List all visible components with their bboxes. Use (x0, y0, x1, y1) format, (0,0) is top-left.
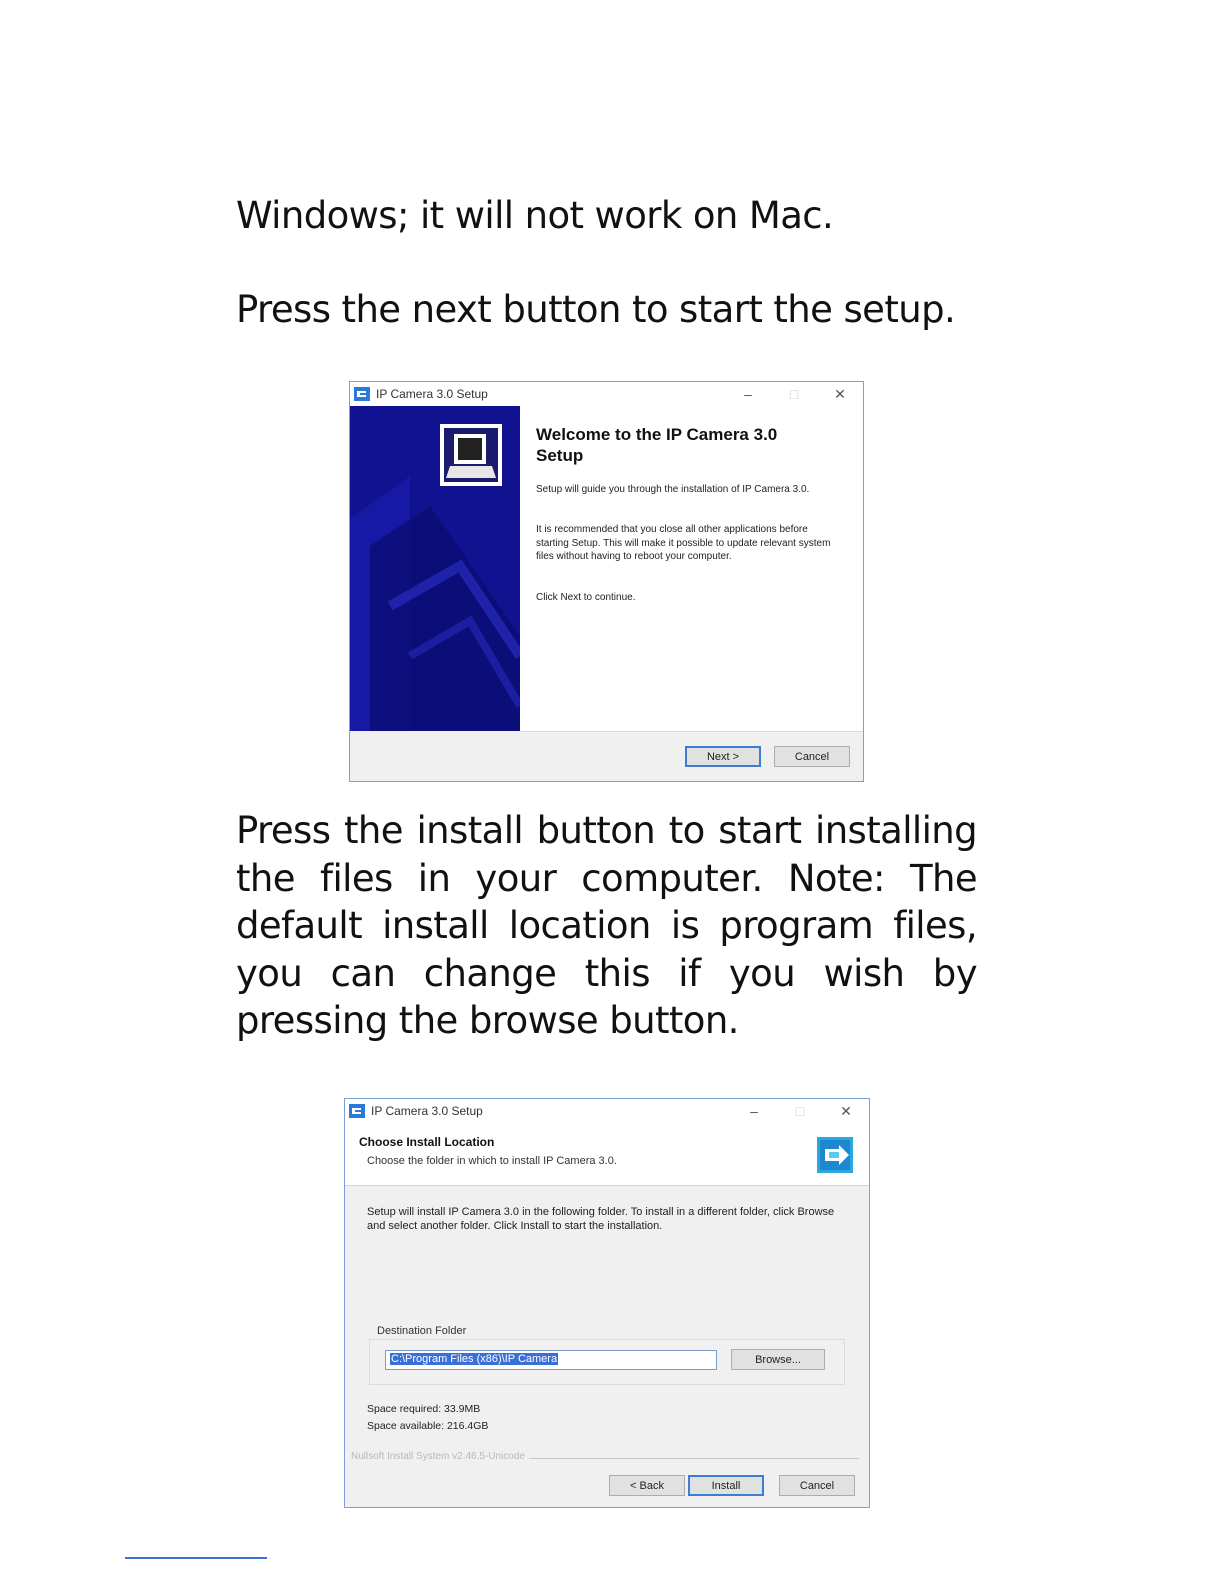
space-required: Space required: 33.9MB (367, 1403, 481, 1415)
install-description: Setup will install IP Camera 3.0 in the following folder. To install in a different folder, click Browse and select another folder. Click Install to start the installation. (367, 1206, 835, 1232)
cancel-button[interactable]: Cancel (774, 746, 850, 767)
paragraph-next-instruction: Press the next button to start the setup. (236, 288, 956, 331)
maximize-icon[interactable]: □ (789, 386, 799, 402)
header-subtitle: Choose the folder in which to install IP Camera 3.0. (367, 1155, 617, 1167)
installer-icon (817, 1137, 853, 1173)
maximize-icon[interactable]: □ (795, 1103, 805, 1119)
space-available: Space available: 216.4GB (367, 1420, 489, 1432)
destination-path-text: C:\Program Files (x86)\IP Camera (391, 1353, 558, 1365)
minimize-icon[interactable]: – (750, 1103, 758, 1119)
close-icon[interactable]: ✕ (840, 1102, 852, 1119)
destination-folder-label: Destination Folder (377, 1325, 467, 1337)
minimize-icon[interactable]: – (744, 386, 752, 402)
cancel-button[interactable]: Cancel (779, 1475, 855, 1496)
install-button[interactable]: Install (688, 1475, 764, 1496)
title-bar (350, 382, 863, 406)
nsis-branding: Nullsoft Install System v2.46.5-Unicode (351, 1451, 529, 1462)
wizard-sidebar-image (350, 406, 520, 731)
next-button[interactable]: Next > (685, 746, 761, 767)
wizard-header (345, 1123, 869, 1186)
window-title: IP Camera 3.0 Setup (376, 387, 488, 401)
install-location-dialog (344, 1098, 870, 1508)
title-bar (345, 1099, 869, 1123)
destination-path-input[interactable] (385, 1350, 717, 1370)
close-icon[interactable]: ✕ (834, 385, 846, 402)
app-icon (354, 387, 370, 401)
paragraph-install-instruction: Press the install button to start installing the files in your computer. Note: The default install location is program files, you can change this if you wish by pressing the browse button. (236, 809, 977, 1042)
browse-button[interactable]: Browse... (731, 1349, 825, 1370)
back-button[interactable]: < Back (609, 1475, 685, 1496)
welcome-heading: Welcome to the IP Camera 3.0 Setup (536, 425, 778, 465)
app-icon (349, 1104, 365, 1118)
header-title: Choose Install Location (359, 1135, 495, 1149)
welcome-text-3: Click Next to continue. (536, 592, 636, 603)
welcome-text-1: Setup will guide you through the installation of IP Camera 3.0. (536, 484, 810, 495)
window-title: IP Camera 3.0 Setup (371, 1104, 483, 1118)
welcome-dialog (349, 381, 864, 782)
paragraph-mac-note: Windows; it will not work on Mac. (236, 194, 834, 237)
welcome-content (520, 406, 863, 732)
footnote-rule (125, 1557, 267, 1559)
welcome-text-2: It is recommended that you close all other applications before starting Setup. This will make it possible to update relevant system files without having to reboot your computer. (536, 524, 831, 562)
